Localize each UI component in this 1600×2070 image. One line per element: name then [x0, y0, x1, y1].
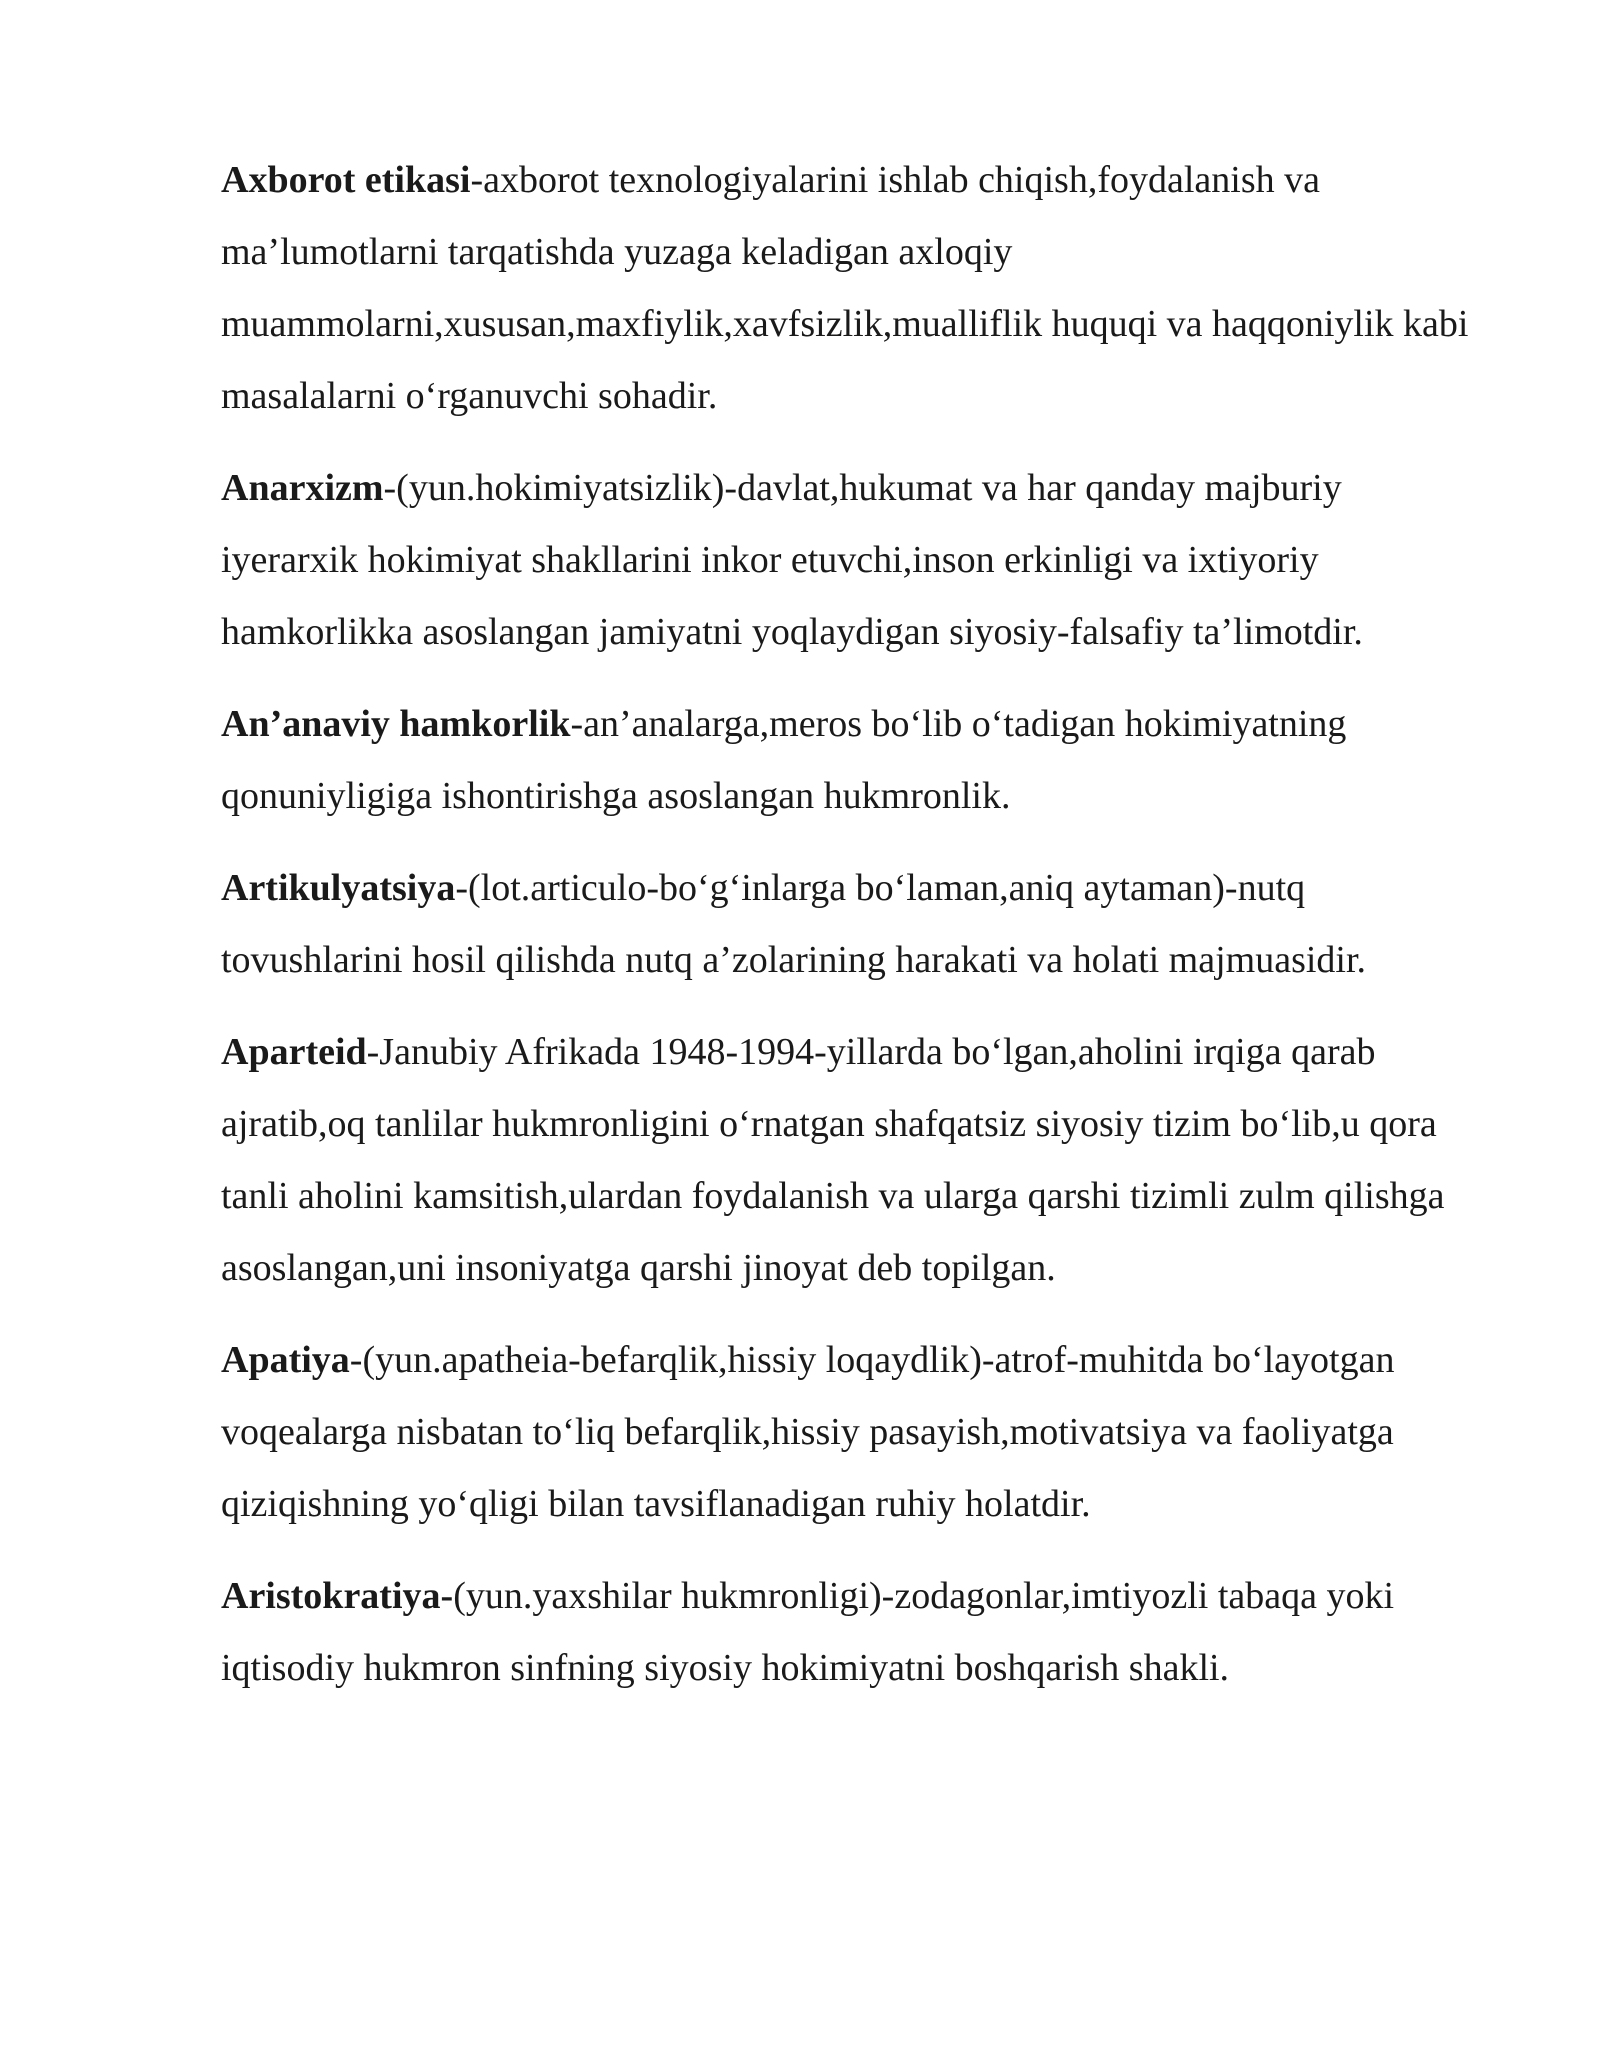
- definition-aparteid: -Janubiy Afrikada 1948-1994-yillarda bo‘lgan,aholini irqiga qarab ajratib,oq tanlilar hukmronligini o‘rnatgan shafqatsiz siyosiy tizim bo‘lib,u qora tanli aholini kamsitish,ulardan foydalanish va ularga qarshi tizimli zulm qilishga asoslangan,uni insoniyatga qarshi jinoyat deb topilgan.: [221, 1031, 1445, 1289]
- document-page: [221, 144, 1483, 1724]
- definition-artikulyatsiya: -(lot.articulo-bo‘g‘inlarga bo‘laman,aniq aytaman)-nutq tovushlarini hosil qilishda nutq a’zolarining harakati va holati majmuasidir.: [221, 867, 1367, 981]
- term-aristokratiya: Aristokratiya-: [221, 1575, 454, 1617]
- term-anarxizm: Anarxizm: [221, 467, 384, 509]
- definition-anarxizm: -(yun.hokimiyatsizlik)-davlat,hukumat va har qanday majburiy iyerarxik hokimiyat shakllarini inkor etuvchi,inson erkinligi va ixtiyoriy hamkorlikka asoslangan jamiyatni yoqlaydigan siyosiy-falsafiy ta’limotdir.: [221, 467, 1363, 653]
- glossary-entry-aparteid: [221, 1016, 1483, 1304]
- definition-axborot-etikasi: -axborot texnologiyalarini ishlab chiqish,foydalanish va ma’lumotlarni tarqatishda yuzaga keladigan axloqiy muammolarni,xususan,maxfiylik,xavfsizlik,mualliflik huquqi va haqqoniylik kabi masalalarni o‘rganuvchi sohadir.: [221, 159, 1469, 417]
- term-aparteid: Aparteid: [221, 1031, 367, 1073]
- glossary-entry-artikulyatsiya: [221, 852, 1483, 996]
- definition-apatiya: -(yun.apatheia-befarqlik,hissiy loqaydlik)-atrof-muhitda bo‘layotgan voqealarga nisbatan to‘liq befarqlik,hissiy pasayish,motivatsiya va faoliyatga qiziqishning yo‘qligi bilan tavsiflanadigan ruhiy holatdir.: [221, 1339, 1395, 1525]
- glossary-entry-aristokratiya: [221, 1560, 1483, 1704]
- glossary-entry-anarxizm: [221, 452, 1483, 668]
- definition-ananaviy-hamkorlik: -an’analarga,meros bo‘lib o‘tadigan hokimiyatning qonuniyligiga ishontirishga asoslangan hukmronlik.: [221, 703, 1347, 817]
- term-axborot-etikasi: Axborot etikasi: [221, 159, 471, 201]
- term-apatiya: Apatiya: [221, 1339, 350, 1381]
- definition-aristokratiya: (yun.yaxshilar hukmronligi)-zodagonlar,imtiyozli tabaqa yoki iqtisodiy hukmron sinfning siyosiy hokimiyatni boshqarish shakli.: [221, 1575, 1395, 1689]
- glossary-entry-ananaviy-hamkorlik: [221, 688, 1483, 832]
- term-artikulyatsiya: Artikulyatsiya: [221, 867, 456, 909]
- glossary-entry-axborot-etikasi: [221, 144, 1483, 432]
- term-ananaviy-hamkorlik: An’anaviy hamkorlik: [221, 703, 571, 745]
- glossary-entry-apatiya: [221, 1324, 1483, 1540]
